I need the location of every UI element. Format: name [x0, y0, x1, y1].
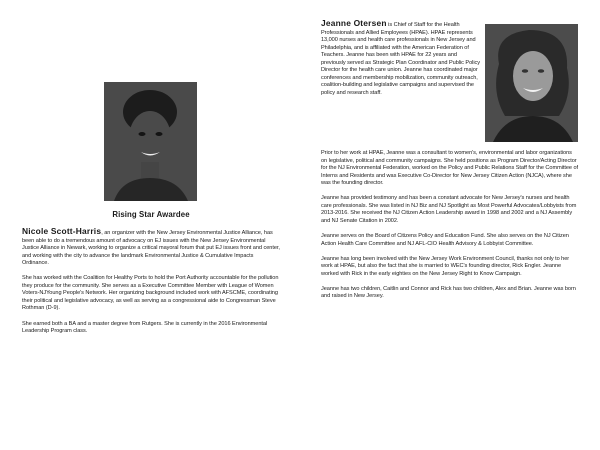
jeanne-bio-paragraph-4: Jeanne has long been involved with the New Jersey Work Environment Council, thanks not only to her work at HPAE, but also the fact that she is married to WEC's founding director, Rick Engler. Jeanne worked with Rick in the early eighties on the New Jersey Right to Know Campaign. [321, 255, 570, 277]
nicole-bio-paragraph-1: Nicole Scott-Harris, an organizer with the New Jersey Environmental Justice Alliance, has been able to do a tremendous amount of advocacy on EJ issues with the New Jersey Environmental Justice Alliance in Newark, working to organize a critical mayoral forum that put EJ issues front and center, and working with the city to advance the landmark Environmental Justice & Cumulative Impacts Ordinance. [22, 226, 280, 267]
jeanne-bio [321, 150, 579, 308]
nicole-bio [22, 228, 280, 343]
nicole-scott-harris-photo [104, 82, 197, 201]
jeanne-name: Jeanne Otersen [321, 18, 387, 28]
jeanne-bio-paragraph-2: Jeanne has provided testimony and has been a constant advocate for New Jersey's nurses and health care professionals. She was listed in NJ Biz and NJ Spotlight as Most Powerful Advocates/Lobbyists from 2013-2016. She received the NJ Citizen Action Leadership award in 1998 and 2002 and a NJ Assembly and NJ Senate Citation in 2002. [321, 195, 577, 224]
jeanne-bio-intro: Jeanne Otersen is Chief of Staff for the Health Professionals and Allied Employees (HPAE). HPAE represents 13,000 nurses and health care professionals in New Jersey and Philadelphia, and is affiliated with the American Federation of Teachers. Jeanne has been with HPAE for 22 years and previously served as Strategic Plan Coordinator and Public Policy Director for the health care union. Jeanne has coordinated major conferences and membership mobilization, community outreach, coalition-building and legislative campaigns and supervised the policy and research staff. [321, 18, 481, 96]
nicole-bio-paragraph-3: She earned both a BA and a master degree from Rutgers. She is currently in the 2016 Environmental Leadership Program class. [22, 320, 268, 335]
jeanne-bio-paragraph-1: Prior to her work at HPAE, Jeanne was a consultant to women's, environmental and labor organizations on legislative, political and community campaigns. She held positions as Program Director/Acting Director for the NJ Environmental Federation, worked on the Policy and Public Relations Staff for the Committee of Interns and Residents and was Executive Co-Director for New Jersey Citizen Action (NJCA), where she was the founding director. [321, 150, 579, 187]
jeanne-otersen-photo [485, 24, 578, 142]
jeanne-bio-paragraph-3: Jeanne serves on the Board of Citizens Policy and Education Fund. She also serves on the NJ Citizen Action Health Care Committee and NJ AFL-CIO Health Advisory & Lobbyist Committee. [321, 233, 569, 247]
jeanne-bio-paragraph-5: Jeanne has two children, Caitlin and Connor and Rick has two children, Alex and Brian. Jeanne was born and raised in New Jersey. [321, 285, 576, 300]
nicole-bio-paragraph-2: She has worked with the Coalition for Healthy Ports to hold the Port Authority accountable for the pollution they produce for the community. She serves as a Executive Committee Member with League of Women Voters-NJYoung People's Network. Her organizing background included work with AFSCME, coordinating their political and legislative advocacy, as well as serving as a congressional aide to Congressman Steve Rothman (D-9). [22, 275, 279, 312]
nicole-name: Nicole Scott-Harris [22, 226, 102, 236]
portrait-photo-icon [485, 24, 578, 142]
portrait-photo-icon [104, 82, 197, 201]
rising-star-awardee-heading: Rising Star Awardee [112, 210, 190, 219]
